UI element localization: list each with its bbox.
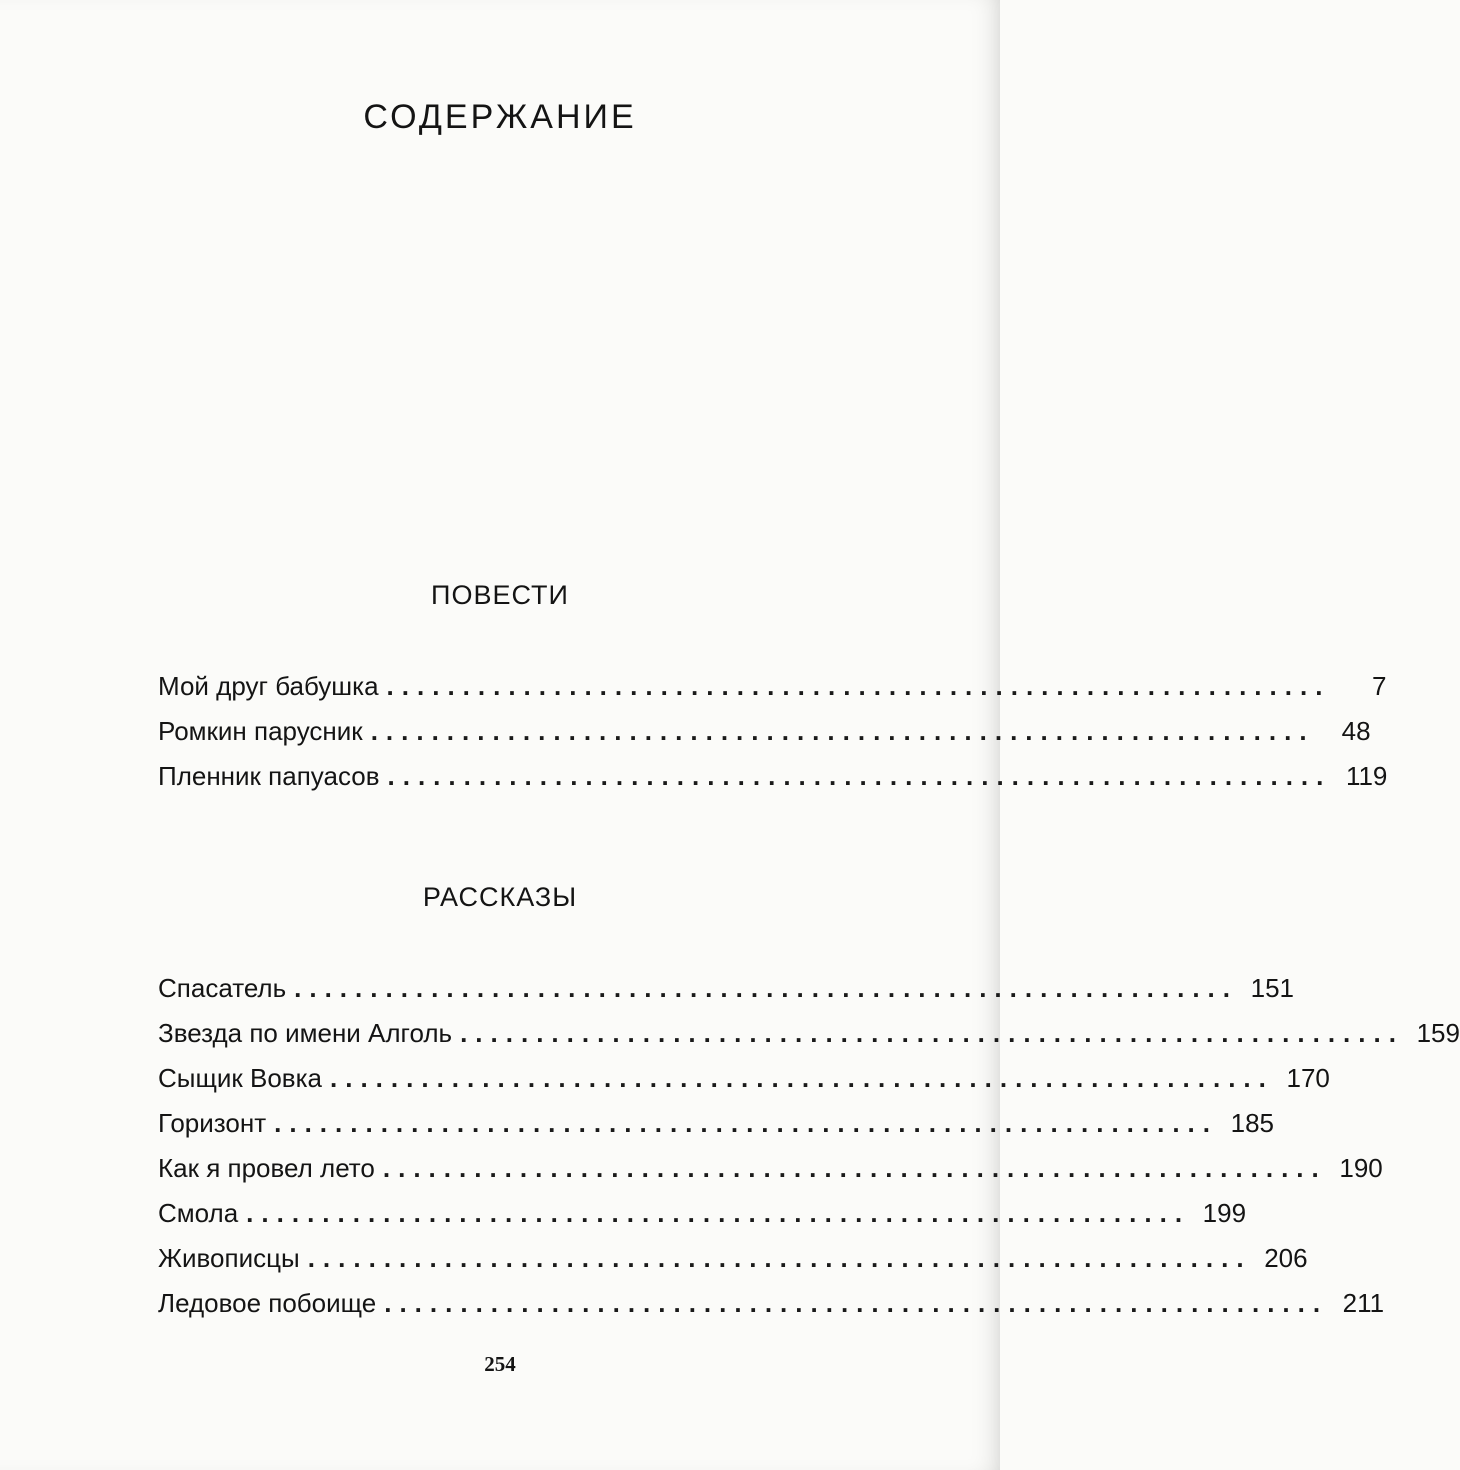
toc-entry-page: 7 bbox=[1371, 671, 1387, 701]
toc-entry-page: 185 bbox=[1230, 1108, 1275, 1138]
toc-list-povesti bbox=[158, 664, 1388, 799]
dot-leader: .............................................................. bbox=[386, 671, 1331, 701]
toc-entry[interactable] bbox=[158, 664, 1387, 709]
toc-entry[interactable] bbox=[158, 1101, 1275, 1146]
toc-entry-title: Пленник папуасов bbox=[158, 761, 380, 791]
dot-leader: .............................................................. bbox=[387, 761, 1332, 791]
dot-leader: .............................................................. bbox=[460, 1018, 1404, 1048]
toc-entry-title: Смола bbox=[158, 1198, 239, 1228]
dot-leader: .............................................................. bbox=[307, 1243, 1252, 1273]
toc-entry[interactable] bbox=[158, 1146, 1383, 1191]
toc-entry[interactable] bbox=[158, 709, 1371, 754]
toc-entry[interactable] bbox=[158, 966, 1295, 1011]
toc-entry-title: Горизонт bbox=[158, 1108, 267, 1138]
page-number: 254 bbox=[484, 1352, 516, 1376]
toc-entry[interactable] bbox=[158, 1236, 1308, 1281]
toc-entry-page: 48 bbox=[1341, 716, 1371, 746]
toc-entry[interactable] bbox=[158, 1011, 1460, 1056]
toc-entry-page: 206 bbox=[1264, 1243, 1308, 1273]
toc-entry-page: 170 bbox=[1286, 1063, 1330, 1093]
toc-entry[interactable] bbox=[158, 1056, 1330, 1101]
toc-entry-title: Живописцы bbox=[158, 1243, 300, 1273]
toc-entry-title: Ромкин парусник bbox=[158, 716, 363, 746]
toc-entry[interactable] bbox=[158, 754, 1388, 799]
toc-entry-page: 119 bbox=[1345, 761, 1388, 791]
toc-entry-page: 199 bbox=[1202, 1198, 1247, 1228]
toc-entry-page: 211 bbox=[1342, 1288, 1385, 1318]
dot-leader: .............................................................. bbox=[274, 1108, 1219, 1138]
section-heading-povesti: ПОВЕСТИ bbox=[431, 580, 569, 610]
toc-entry-title: Мой друг бабушка bbox=[158, 671, 379, 701]
section-heading-rasskazy: РАССКАЗЫ bbox=[422, 882, 578, 912]
dot-leader: .............................................................. bbox=[246, 1198, 1191, 1228]
toc-list-rasskazy bbox=[158, 966, 1460, 1326]
toc-entry-title: Спасатель bbox=[158, 973, 287, 1003]
toc-entry[interactable] bbox=[158, 1191, 1247, 1236]
page-title: СОДЕРЖАНИЕ bbox=[363, 98, 637, 136]
dot-leader: .............................................................. bbox=[382, 1153, 1327, 1183]
toc-entry-title: Ледовое побоище bbox=[158, 1288, 377, 1318]
dot-leader: .............................................................. bbox=[370, 716, 1315, 746]
toc-entry-title: Сыщик Вовка bbox=[158, 1063, 322, 1093]
dot-leader: .............................................................. bbox=[384, 1288, 1329, 1318]
dot-leader: .............................................................. bbox=[294, 973, 1239, 1003]
toc-entry-title: Как я провел лето bbox=[158, 1153, 375, 1183]
toc-entry-page: 151 bbox=[1250, 973, 1295, 1003]
toc-entry[interactable] bbox=[158, 1281, 1385, 1326]
dot-leader: .............................................................. bbox=[330, 1063, 1274, 1093]
toc-entry-page: 159 bbox=[1416, 1018, 1460, 1048]
toc-entry-page: 190 bbox=[1339, 1153, 1383, 1183]
toc-entry-title: Звезда по имени Алголь bbox=[158, 1018, 453, 1048]
